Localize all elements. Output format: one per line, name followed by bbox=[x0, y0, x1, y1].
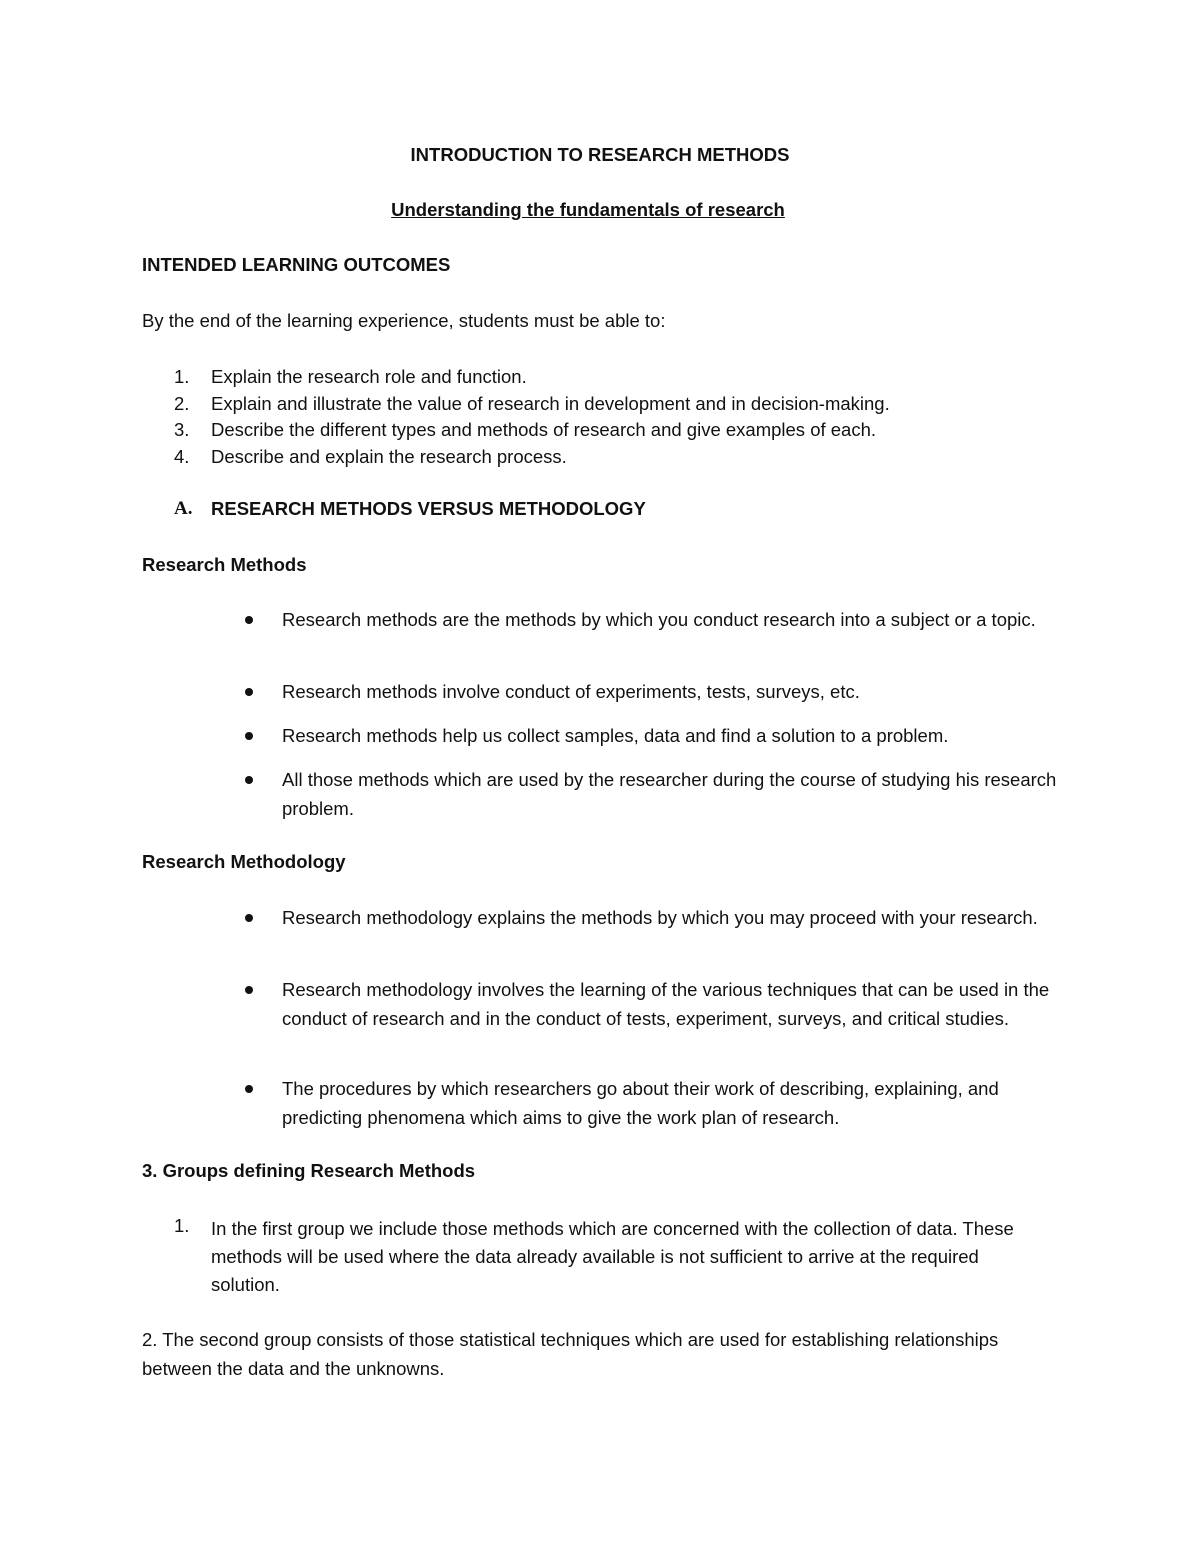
outcome-text: Explain and illustrate the value of research in development and in decision-making. bbox=[211, 393, 890, 414]
bullet-text: Research methods are the methods by which you conduct research into a subject or a topic. bbox=[282, 609, 1036, 630]
ilo-intro: By the end of the learning experience, students must be able to: bbox=[142, 310, 666, 331]
outcome-marker: 2. bbox=[174, 393, 190, 414]
group-marker: 1. bbox=[174, 1215, 190, 1236]
bullet-icon bbox=[245, 616, 253, 624]
bullet-icon bbox=[245, 914, 253, 922]
bullet-icon bbox=[245, 732, 253, 740]
outcome-marker: 4. bbox=[174, 446, 190, 467]
section-a-marker: A. bbox=[174, 498, 193, 519]
bullet-text: Research methodology explains the methods by which you may proceed with your research. bbox=[282, 907, 1038, 928]
group-paragraph: 2. The second group consists of those statistical techniques which are used for establishing relationships between the data and the unknowns. bbox=[142, 1329, 999, 1379]
bullet-icon bbox=[245, 688, 253, 696]
section-a-title: RESEARCH METHODS VERSUS METHODOLOGY bbox=[211, 498, 646, 519]
bullet-icon bbox=[245, 776, 253, 784]
outcome-text: Explain the research role and function. bbox=[211, 366, 527, 387]
bullet-text: Research methods help us collect samples, data and find a solution to a problem. bbox=[282, 725, 949, 746]
ilo-heading: INTENDED LEARNING OUTCOMES bbox=[142, 254, 451, 275]
research-methodology-heading: Research Methodology bbox=[142, 851, 346, 872]
outcome-text: Describe the different types and methods of research and give examples of each. bbox=[211, 419, 877, 440]
bullet-text: All those methods which are used by the researcher during the course of studying his research problem. bbox=[282, 769, 1057, 819]
bullet-icon bbox=[245, 1085, 253, 1093]
subtitle-text: Understanding the fundamentals of research bbox=[391, 199, 785, 220]
page-title: INTRODUCTION TO RESEARCH METHODS bbox=[410, 144, 790, 165]
bullet-icon bbox=[245, 986, 253, 994]
group-text: In the first group we include those methods which are concerned with the collection of data. These methods will be used where the data already available is not sufficient to arrive at the required solution. bbox=[211, 1218, 1014, 1295]
groups-heading: 3. Groups defining Research Methods bbox=[142, 1160, 476, 1181]
outcome-text: Describe and explain the research process. bbox=[211, 446, 567, 467]
outcome-marker: 1. bbox=[174, 366, 190, 387]
research-methods-heading: Research Methods bbox=[142, 554, 307, 575]
outcome-marker: 3. bbox=[174, 419, 190, 440]
bullet-text: The procedures by which researchers go about their work of describing, explaining, and predicting phenomena which aims to give the work plan of research. bbox=[282, 1078, 999, 1128]
page-subtitle bbox=[0, 199, 1200, 221]
bullet-text: Research methodology involves the learning of the various techniques that can be used in the conduct of research and in the conduct of tests, experiment, surveys, and critical studies. bbox=[282, 979, 1050, 1029]
bullet-text: Research methods involve conduct of experiments, tests, surveys, etc. bbox=[282, 681, 860, 702]
